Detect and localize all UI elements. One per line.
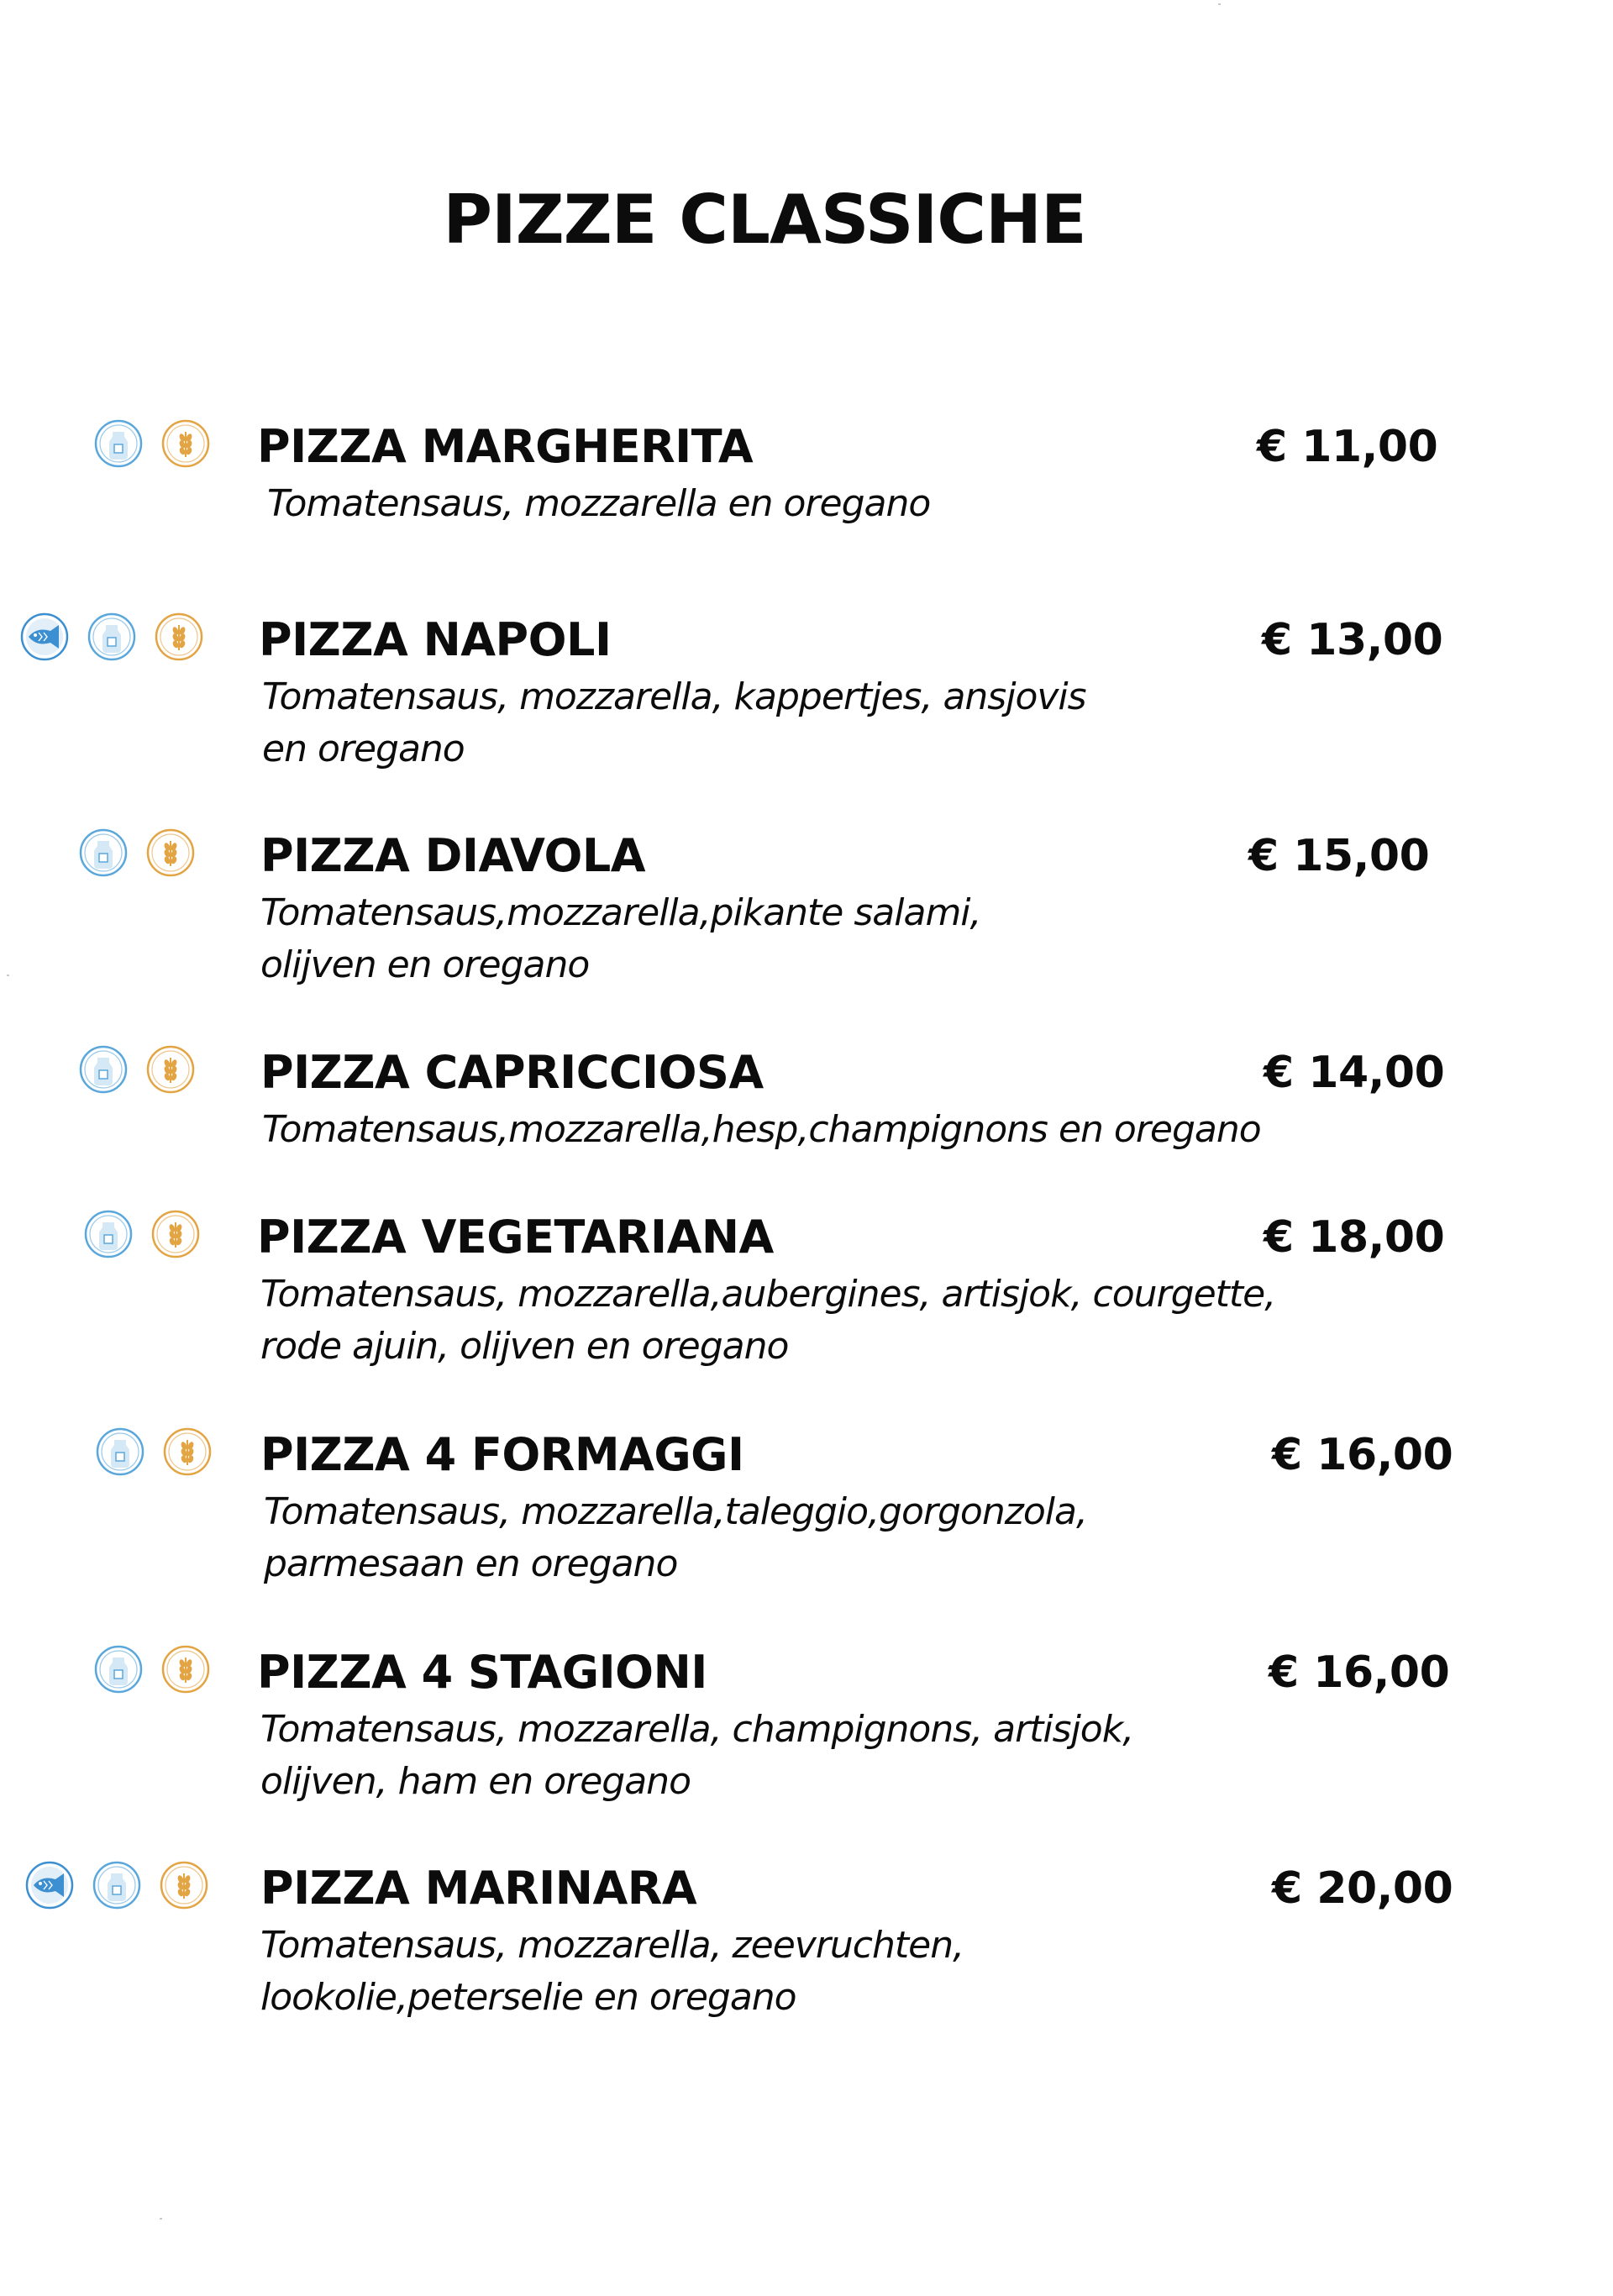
scan-speck xyxy=(7,975,9,976)
allergen-icons xyxy=(82,1208,217,1260)
item-price: € 14,00 xyxy=(1264,1048,1445,1098)
allergen-icons xyxy=(92,418,227,470)
fish-icon xyxy=(24,1859,76,1911)
gluten-icon xyxy=(160,418,212,470)
scan-speck xyxy=(1218,3,1221,5)
milk-icon xyxy=(82,1208,134,1260)
item-price: € 18,00 xyxy=(1264,1212,1445,1263)
item-description-line: en oregano xyxy=(262,728,465,770)
item-name: PIZZA VEGETARIANA xyxy=(257,1211,774,1264)
item-description xyxy=(264,1486,1087,1590)
allergen-icons xyxy=(77,827,212,879)
item-description xyxy=(262,671,1086,775)
item-name: PIZZA DIAVOLA xyxy=(260,829,646,882)
gluten-icon xyxy=(160,1643,212,1695)
item-description-line: rode ajuin, olijven en oregano xyxy=(260,1325,789,1368)
item-description-line: Tomatensaus, mozzarella,aubergines, artisjok, courgette, xyxy=(260,1273,1276,1316)
item-price: € 15,00 xyxy=(1248,831,1430,881)
page-title: PIZZE CLASSICHE xyxy=(443,181,1086,259)
item-name: PIZZA MARINARA xyxy=(260,1862,697,1915)
item-description-line: Tomatensaus, mozzarella en oregano xyxy=(267,482,931,525)
allergen-icons xyxy=(77,1043,212,1095)
item-description xyxy=(260,1920,964,2024)
item-description xyxy=(260,1704,1133,1808)
item-description-line: lookolie,peterselie en oregano xyxy=(260,1976,796,2019)
item-description xyxy=(262,1104,1261,1156)
gluten-icon xyxy=(144,827,197,879)
item-name: PIZZA 4 STAGIONI xyxy=(257,1646,707,1699)
item-price: € 13,00 xyxy=(1262,615,1443,665)
item-description xyxy=(267,478,930,530)
item-description-line: Tomatensaus, mozzarella, zeevruchten, xyxy=(260,1924,964,1967)
scan-speck xyxy=(160,2218,162,2220)
allergen-icons xyxy=(24,1859,225,1911)
item-description-line: Tomatensaus,mozzarella,hesp,champignons en oregano xyxy=(262,1108,1261,1151)
item-description-line: Tomatensaus, mozzarella,taleggio,gorgonzola, xyxy=(264,1490,1087,1533)
milk-icon xyxy=(92,1643,144,1695)
allergen-icons xyxy=(94,1426,229,1478)
item-description-line: Tomatensaus, mozzarella, champignons, artisjok, xyxy=(260,1708,1134,1751)
gluten-icon xyxy=(150,1208,202,1260)
item-price: € 16,00 xyxy=(1272,1430,1453,1480)
item-description-line: olijven, ham en oregano xyxy=(260,1760,691,1803)
item-description-line: parmesaan en oregano xyxy=(264,1542,678,1585)
item-name: PIZZA NAPOLI xyxy=(259,613,612,666)
item-description-line: olijven en oregano xyxy=(260,943,590,986)
item-description xyxy=(260,1269,1275,1373)
item-price: € 20,00 xyxy=(1272,1863,1453,1914)
milk-icon xyxy=(92,418,144,470)
gluten-icon xyxy=(144,1043,197,1095)
fish-icon xyxy=(18,611,71,663)
milk-icon xyxy=(86,611,138,663)
item-description xyxy=(260,887,981,991)
item-description-line: Tomatensaus, mozzarella, kappertjes, ansjovis xyxy=(262,675,1086,718)
item-description-line: Tomatensaus,mozzarella,pikante salami, xyxy=(260,891,981,934)
gluten-icon xyxy=(153,611,205,663)
item-price: € 16,00 xyxy=(1269,1647,1450,1698)
allergen-icons xyxy=(92,1643,227,1695)
milk-icon xyxy=(91,1859,143,1911)
allergen-icons xyxy=(18,611,220,663)
milk-icon xyxy=(77,1043,129,1095)
milk-icon xyxy=(94,1426,146,1478)
gluten-icon xyxy=(158,1859,210,1911)
milk-icon xyxy=(77,827,129,879)
item-name: PIZZA CAPRICCIOSA xyxy=(260,1046,764,1099)
item-name: PIZZA MARGHERITA xyxy=(257,420,754,473)
item-price: € 11,00 xyxy=(1257,422,1438,472)
item-name: PIZZA 4 FORMAGGI xyxy=(260,1428,744,1481)
gluten-icon xyxy=(161,1426,213,1478)
